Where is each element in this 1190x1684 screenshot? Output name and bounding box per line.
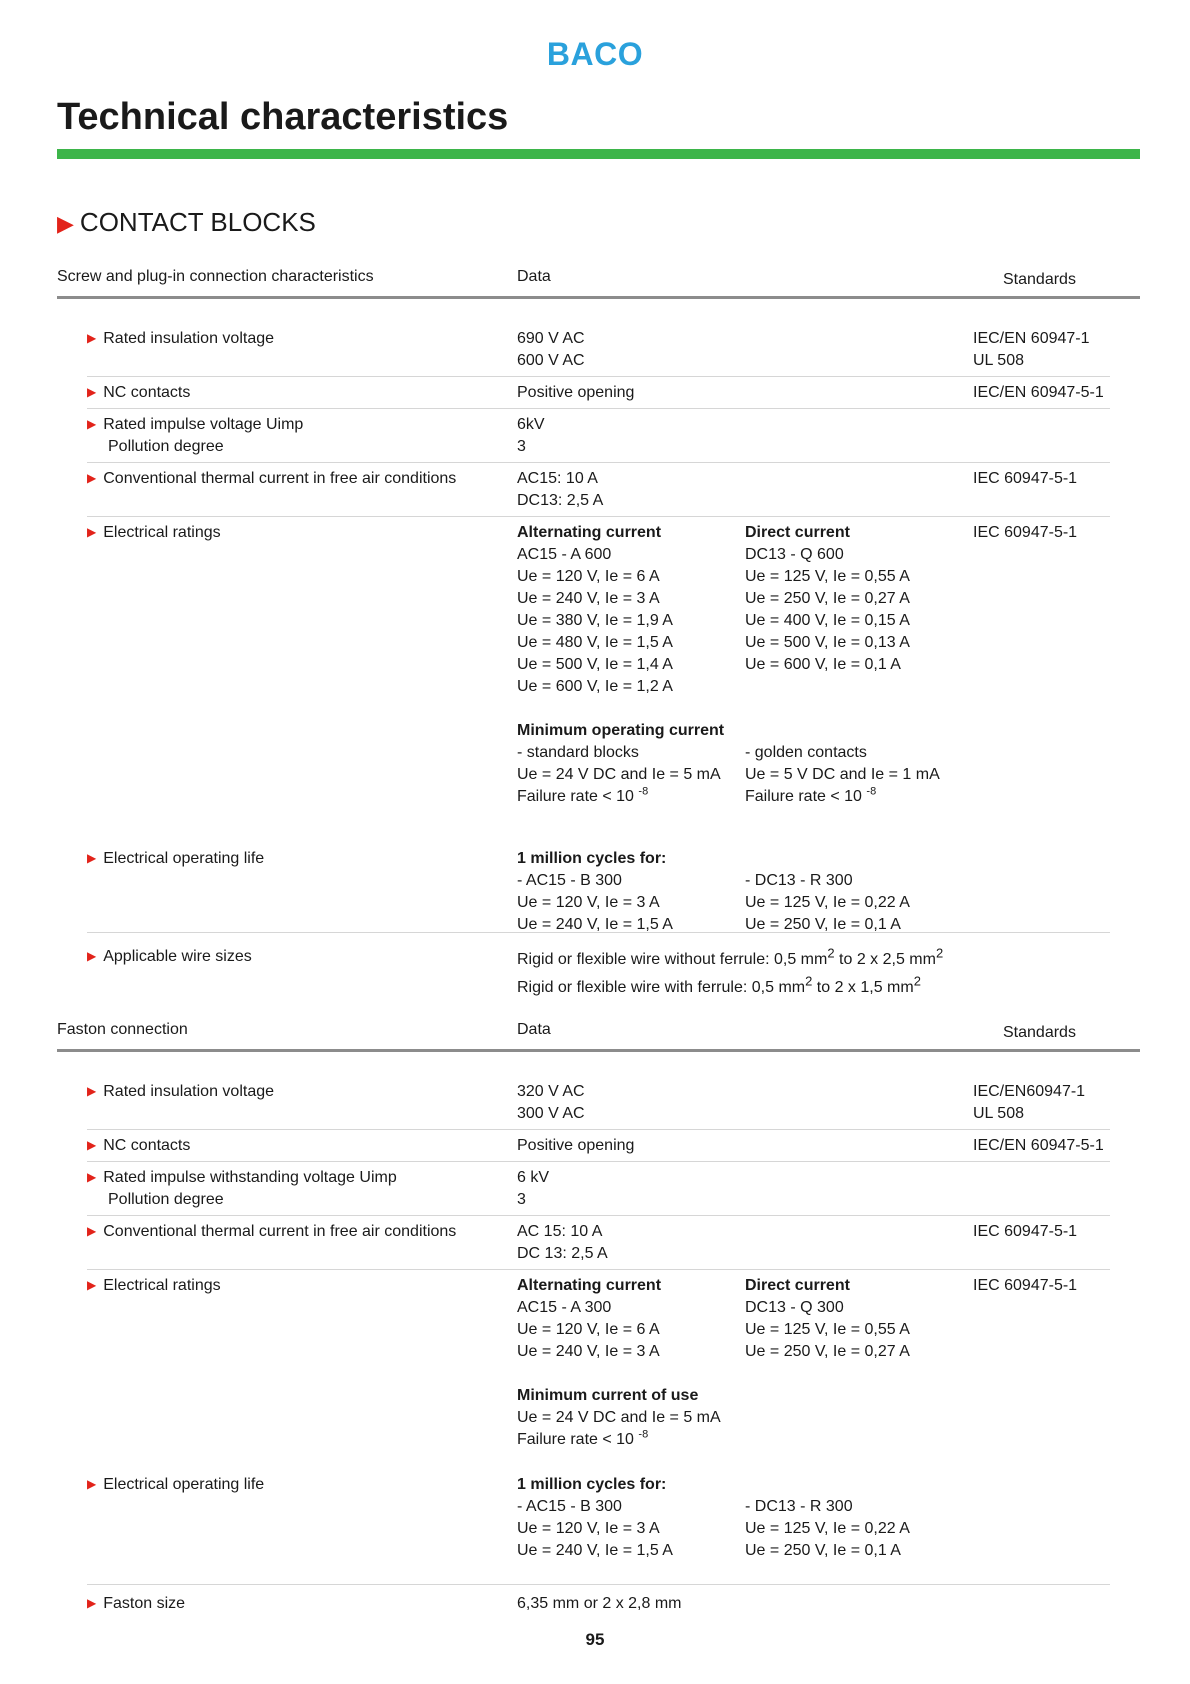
row-label: Rated insulation voltage xyxy=(103,1083,275,1100)
bullet-icon: ▶ xyxy=(87,1138,97,1152)
bullet-icon: ▶ xyxy=(87,949,97,963)
data-value: 320 V AC xyxy=(517,1083,585,1100)
life-title: 1 million cycles for: xyxy=(517,850,667,867)
row-label: Electrical operating life xyxy=(103,850,265,867)
dc-line: DC13 - Q 300 xyxy=(745,1299,844,1316)
dc-line: Ue = 600 V, Ie = 0,1 A xyxy=(745,656,901,673)
bullet-icon: ▶ xyxy=(87,471,97,485)
row-electrical-ratings xyxy=(87,522,1110,808)
row-applicable-wire-sizes xyxy=(87,946,1110,1006)
ac-line: Ue = 240 V, Ie = 3 A xyxy=(517,590,660,607)
min-current-line: Ue = 24 V DC and Ie = 5 mA xyxy=(517,1409,721,1426)
life-line: Ue = 120 V, Ie = 3 A xyxy=(517,1520,660,1537)
row-label: Conventional thermal current in free air conditions xyxy=(103,1223,457,1240)
standard-value: UL 508 xyxy=(973,352,1024,369)
life-line: - DC13 - R 300 xyxy=(745,1498,853,1515)
row-thermal-current xyxy=(87,468,1110,517)
row-label: Rated impulse withstanding voltage Uimp xyxy=(103,1169,397,1186)
life-line: Ue = 250 V, Ie = 0,1 A xyxy=(745,916,901,933)
standard-value: IEC 60947-5-1 xyxy=(973,524,1078,541)
dc-line: Ue = 125 V, Ie = 0,55 A xyxy=(745,1321,910,1338)
data-value: DC 13: 2,5 A xyxy=(517,1245,608,1262)
row-nc-contacts xyxy=(87,382,1110,409)
header-data: Data xyxy=(517,268,551,285)
row-rated-insulation-voltage xyxy=(87,328,1110,377)
row-label: Rated insulation voltage xyxy=(103,330,275,347)
section-title: ▶ CONTACT BLOCKS xyxy=(57,207,316,237)
section-triangle-icon: ▶ xyxy=(57,211,74,236)
header-standards: Standards xyxy=(1003,1024,1076,1041)
data-value: 6 kV xyxy=(517,1169,550,1186)
data-value: 300 V AC xyxy=(517,1105,585,1122)
row-label: NC contacts xyxy=(103,384,191,401)
row-label: Faston size xyxy=(103,1595,186,1612)
page-number: 95 xyxy=(585,1630,605,1649)
bullet-icon: ▶ xyxy=(87,1278,97,1292)
dc-line: Ue = 500 V, Ie = 0,13 A xyxy=(745,634,910,651)
failure-rate: Failure rate < 10 $^{-8}$ xyxy=(745,785,877,805)
row-faston-nc-contacts xyxy=(87,1135,1110,1162)
dc-title: Direct current xyxy=(745,524,850,541)
row-label-secondary: Pollution degree xyxy=(108,438,224,455)
row-faston-electrical-operating-life xyxy=(87,1474,1110,1585)
standard-value: IEC/EN 60947-5-1 xyxy=(973,1137,1104,1154)
dc-line: Ue = 250 V, Ie = 0,27 A xyxy=(745,590,910,607)
min-current-title: Minimum operating current xyxy=(517,722,725,739)
failure-rate: Failure rate < 10 $^{-8}$ xyxy=(517,785,649,805)
min-current-title: Minimum current of use xyxy=(517,1387,699,1404)
life-line: Ue = 125 V, Ie = 0,22 A xyxy=(745,894,910,911)
standard-value: IEC/EN 60947-1 xyxy=(973,330,1090,347)
data-value: AC 15: 10 A xyxy=(517,1223,603,1240)
standard-value: UL 508 xyxy=(973,1105,1024,1122)
standard-value: IEC 60947-5-1 xyxy=(973,1223,1078,1240)
life-line: Ue = 240 V, Ie = 1,5 A xyxy=(517,1542,673,1559)
dc-title: Direct current xyxy=(745,1277,850,1294)
title-underline xyxy=(57,149,1140,159)
row-rated-impulse-voltage xyxy=(87,414,1110,463)
bullet-icon: ▶ xyxy=(87,1477,97,1491)
ac-title: Alternating current xyxy=(517,524,662,541)
header-label: Faston connection xyxy=(57,1021,188,1038)
standard-value: IEC 60947-5-1 xyxy=(973,1277,1078,1294)
data-value: 6,35 mm or 2 x 2,8 mm xyxy=(517,1595,682,1612)
standard-value: IEC/EN60947-1 xyxy=(973,1083,1086,1100)
dc-line: DC13 - Q 600 xyxy=(745,546,844,563)
min-current-line: - standard blocks xyxy=(517,744,639,761)
data-value: Positive opening xyxy=(517,384,635,401)
standard-value: IEC/EN 60947-5-1 xyxy=(973,384,1104,401)
data-value: 3 xyxy=(517,438,526,455)
ac-line: Ue = 500 V, Ie = 1,4 A xyxy=(517,656,673,673)
row-label: Conventional thermal current in free air conditions xyxy=(103,470,457,487)
data-value: Positive opening xyxy=(517,1137,635,1154)
page-title: Technical characteristics xyxy=(57,96,509,138)
ac-line: Ue = 240 V, Ie = 3 A xyxy=(517,1343,660,1360)
row-faston-rated-insulation-voltage xyxy=(87,1081,1110,1130)
ac-line: AC15 - A 600 xyxy=(517,546,612,563)
ac-line: AC15 - A 300 xyxy=(517,1299,612,1316)
ac-line: Ue = 120 V, Ie = 6 A xyxy=(517,1321,660,1338)
wire-line: Rigid or flexible wire with ferrule: 0,5 $mm^2$ to 2 x 1,5 $mm^2$ xyxy=(517,973,921,996)
ac-title: Alternating current xyxy=(517,1277,662,1294)
data-value: 690 V AC xyxy=(517,330,585,347)
bullet-icon: ▶ xyxy=(87,1170,97,1184)
header-label: Screw and plug-in connection characteristics xyxy=(57,268,374,285)
bullet-icon: ▶ xyxy=(87,385,97,399)
bullet-icon: ▶ xyxy=(87,851,97,865)
row-label: Electrical ratings xyxy=(103,524,221,541)
bullet-icon: ▶ xyxy=(87,331,97,345)
data-value: 3 xyxy=(517,1191,526,1208)
header-standards: Standards xyxy=(1003,271,1076,288)
data-value: 600 V AC xyxy=(517,352,585,369)
wire-line: Rigid or flexible wire without ferrule: 0,5 $mm^2$ to 2 x 2,5 $mm^2$ xyxy=(517,945,944,968)
bullet-icon: ▶ xyxy=(87,1224,97,1238)
data-value: AC15: 10 A xyxy=(517,470,598,487)
dc-line: Ue = 250 V, Ie = 0,27 A xyxy=(745,1343,910,1360)
bullet-icon: ▶ xyxy=(87,1596,97,1610)
screw-section-header xyxy=(57,262,1140,299)
data-value: DC13: 2,5 A xyxy=(517,492,604,509)
ac-line: Ue = 380 V, Ie = 1,9 A xyxy=(517,612,673,629)
row-label-secondary: Pollution degree xyxy=(108,1191,224,1208)
row-faston-thermal-current xyxy=(87,1221,1110,1270)
standard-value: IEC 60947-5-1 xyxy=(973,470,1078,487)
row-label: Applicable wire sizes xyxy=(103,948,252,965)
ac-line: Ue = 480 V, Ie = 1,5 A xyxy=(517,634,673,651)
header-data: Data xyxy=(517,1021,551,1038)
bullet-icon: ▶ xyxy=(87,417,97,431)
dc-line: Ue = 400 V, Ie = 0,15 A xyxy=(745,612,910,629)
failure-rate: Failure rate < 10 $^{-8}$ xyxy=(517,1428,649,1448)
life-line: Ue = 120 V, Ie = 3 A xyxy=(517,894,660,911)
row-label: Electrical operating life xyxy=(103,1476,265,1493)
row-label: Rated impulse voltage Uimp xyxy=(103,416,304,433)
row-faston-rated-impulse-voltage xyxy=(87,1167,1110,1216)
row-label: NC contacts xyxy=(103,1137,191,1154)
row-electrical-operating-life xyxy=(87,848,1110,933)
min-current-line: - golden contacts xyxy=(745,744,867,761)
ac-line: Ue = 120 V, Ie = 6 A xyxy=(517,568,660,585)
life-line: - AC15 - B 300 xyxy=(517,1498,622,1515)
bullet-icon: ▶ xyxy=(87,1084,97,1098)
ac-line: Ue = 600 V, Ie = 1,2 A xyxy=(517,678,673,695)
row-label: Electrical ratings xyxy=(103,1277,221,1294)
dc-line: Ue = 125 V, Ie = 0,55 A xyxy=(745,568,910,585)
row-faston-size xyxy=(87,1593,1110,1619)
bullet-icon: ▶ xyxy=(87,525,97,539)
life-line: - AC15 - B 300 xyxy=(517,872,622,889)
life-line: Ue = 250 V, Ie = 0,1 A xyxy=(745,1542,901,1559)
brand-name: BACO xyxy=(546,36,644,72)
life-line: Ue = 240 V, Ie = 1,5 A xyxy=(517,916,673,933)
life-title: 1 million cycles for: xyxy=(517,1476,667,1493)
life-line: - DC13 - R 300 xyxy=(745,872,853,889)
life-line: Ue = 125 V, Ie = 0,22 A xyxy=(745,1520,910,1537)
min-current-line: Ue = 24 V DC and Ie = 5 mA xyxy=(517,766,721,783)
row-faston-electrical-ratings xyxy=(87,1275,1110,1451)
min-current-line: Ue = 5 V DC and Ie = 1 mA xyxy=(745,766,940,783)
data-value: 6kV xyxy=(517,416,545,433)
faston-section-header xyxy=(57,1015,1140,1052)
